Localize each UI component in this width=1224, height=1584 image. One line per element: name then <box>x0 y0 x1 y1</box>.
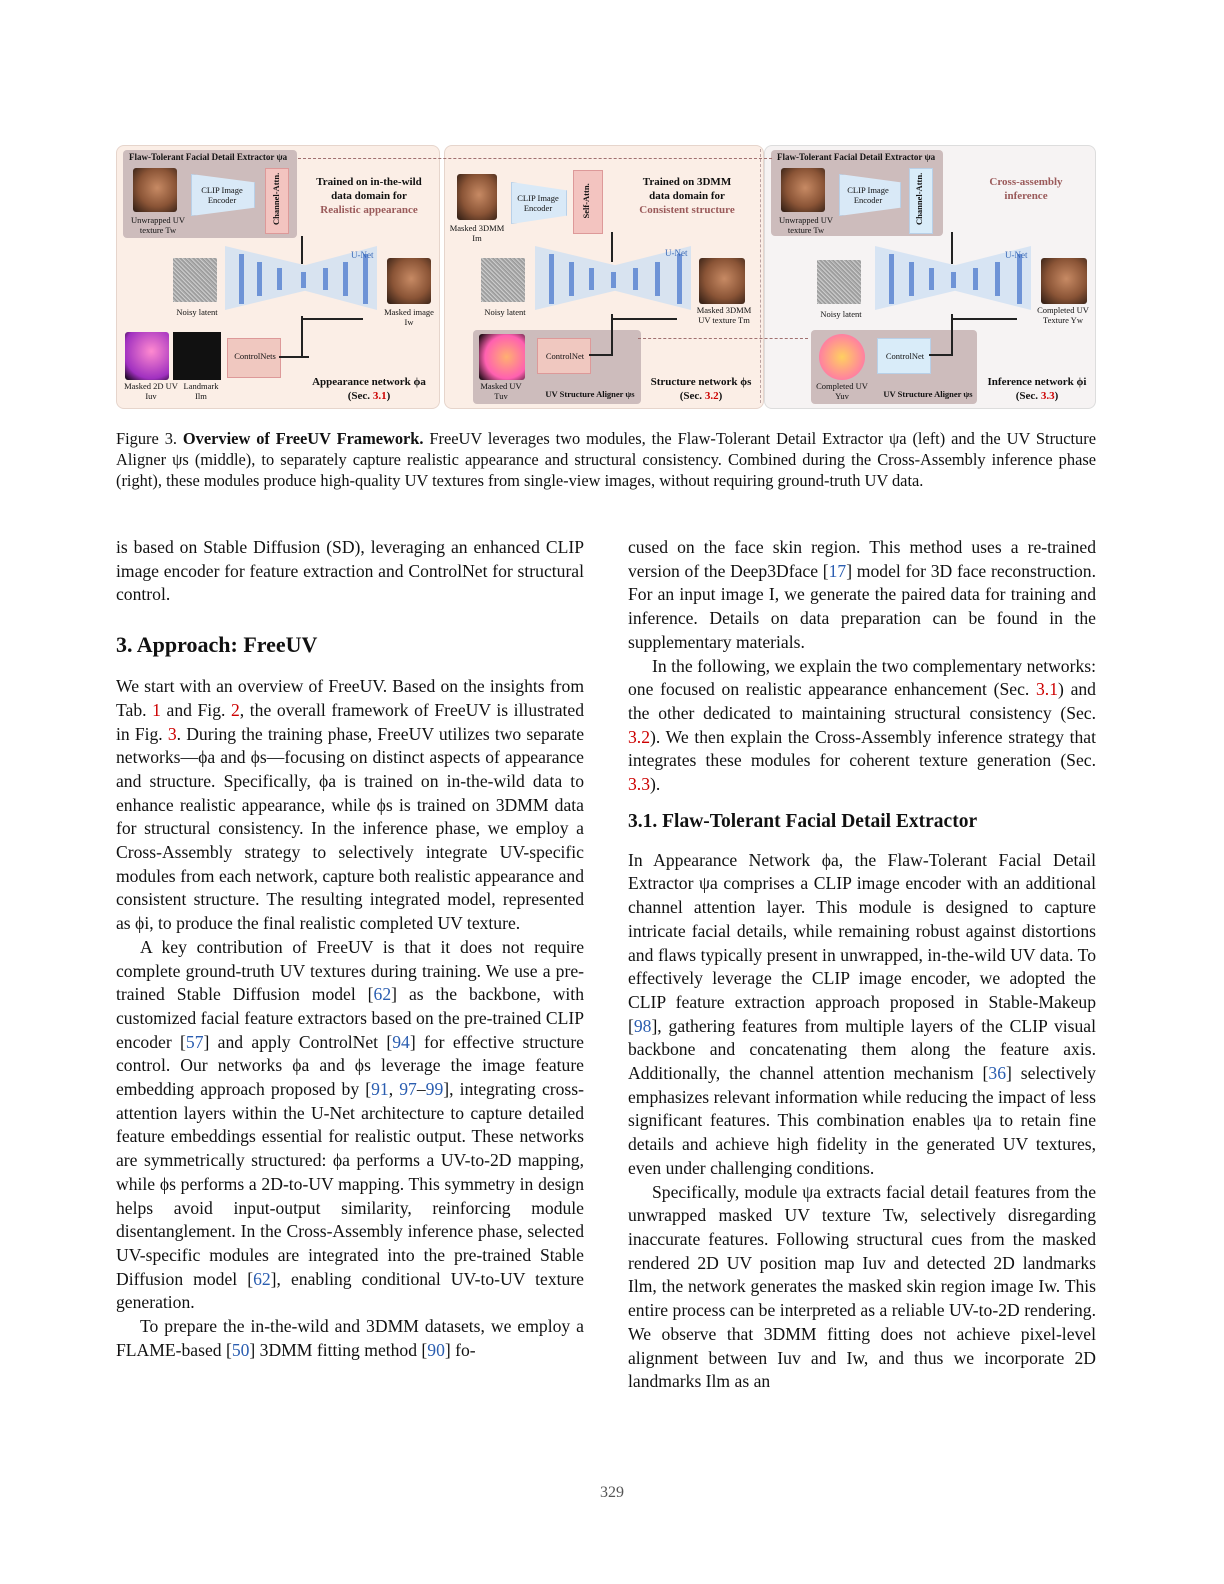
unet-layer <box>257 262 262 296</box>
completed-label: Completed UV Texture Yw <box>1037 305 1089 325</box>
connector <box>611 318 677 320</box>
unet-layer <box>677 254 682 304</box>
paragraph: We start with an overview of FreeUV. Based on the insights from Tab. 1 and Fig. 2, the overall framework of FreeUV is illustrated in Fig. 3. During the training phase, FreeUV utilizes two separate networks—ϕa and ϕs—focusing on distinct aspects of appearance and structure. Specifically, ϕa is trained on in-the-wild data to enhance realistic appearance, while ϕs is trained on 3DMM data for structural consistency. In the inference phase, we employ a Cross-Assembly strategy to selectively integrate UV-specific modules from each network, capture both realistic appearance and consistent structure. The resulting integrated model, represented as ϕi, to produce the final realistic completed UV texture. <box>116 676 585 934</box>
trained-line3: Realistic appearance <box>320 204 418 216</box>
unet-layer <box>239 254 244 304</box>
unet-layer <box>569 262 574 296</box>
unet-layer <box>611 272 616 288</box>
connector <box>279 356 309 358</box>
paragraph: In the following, we explain the two complementary networks: one focused on realistic appearance enhancement (Sec. 3.1) and the other dedicated to maintaining structural consistency (Sec. 3.2). We then explain the Cross-Assembly inference strategy that integrates these modules for coherent texture generation (Sec. 3.3). <box>628 655 1096 795</box>
masked2d-label: Masked 2D UV Iuv <box>124 381 178 401</box>
controlnet-label: ControlNet <box>545 351 585 361</box>
masked3dmm-label: Masked 3DMM Im <box>449 223 505 243</box>
masked-3dmm-uv-image <box>699 258 745 304</box>
framework-figure <box>116 145 1096 410</box>
noisy-label: Noisy latent <box>820 309 862 319</box>
sec-label: (Sec. 3.3) <box>1015 390 1059 402</box>
masked-image <box>387 258 431 304</box>
citation[interactable]: 36 <box>988 1063 1006 1084</box>
unwrapped-face-image <box>133 168 177 212</box>
unet-layer <box>549 254 554 304</box>
network-label: Appearance network ϕa <box>312 376 426 388</box>
connector <box>301 236 303 264</box>
connector <box>611 232 613 262</box>
citation[interactable]: 62 <box>253 1268 271 1289</box>
page-number: 329 <box>600 1484 624 1501</box>
completed-texture-image <box>1041 258 1087 304</box>
masked-3dmm-image <box>457 174 497 220</box>
structure-panel <box>444 145 764 409</box>
trained-line3: Consistent structure <box>639 204 735 216</box>
citation[interactable]: 90 <box>427 1339 445 1360</box>
unet-layer <box>1017 254 1022 304</box>
connector <box>951 318 1017 320</box>
unet-layer <box>889 254 894 304</box>
section-ref[interactable]: 3.3 <box>628 774 650 795</box>
cross-line2: inference <box>1004 190 1048 202</box>
panel-divider <box>760 149 761 403</box>
table-ref[interactable]: 1 <box>152 699 161 720</box>
network-label: Inference network ϕi <box>987 376 1087 388</box>
trained-line2: data domain for <box>649 190 725 202</box>
noisy-latent-image <box>481 258 525 302</box>
paragraph: cused on the face skin region. This method uses a re-trained version of the Deep3Dface [17] model for 3D face reconstruction. For an input image I, we generate the paired data for training and inference. Details on data preparation can be found in the supplementary materials. <box>628 537 1096 652</box>
paragraph: Specifically, module ψa extracts facial detail features from the unwrapped masked UV texture Tw, selectively disregarding inaccurate features. Following structural cues from the masked rendered 2D UV position map Iuv and detected 2D landmarks Ilm, the network generates the masked skin region image Iw. This entire process can be interpreted as a reliable UV-to-2D rendering. We observe that 3DMM fitting does not achieve pixel-level alignment between Iuv and Iw, and thus we incorporate 2D landmarks Ilm as an <box>628 1181 1096 1392</box>
unet-layer <box>589 268 594 290</box>
trained-line2: data domain for <box>331 190 407 202</box>
unet-layer <box>343 262 348 296</box>
unwrapped-face-image <box>781 168 825 212</box>
extractor-title: Flaw-Tolerant Facial Detail Extractor ψa <box>777 152 936 162</box>
channel-attn-label: Channel-Attn. <box>271 172 282 225</box>
noisy-latent-image <box>817 260 861 304</box>
caption-label: Figure 3. <box>116 429 183 448</box>
citation[interactable]: 50 <box>231 1339 250 1360</box>
aligner-transfer-arrow <box>638 338 808 339</box>
controlnets-label: ControlNets <box>234 351 276 361</box>
unet-encoder <box>535 246 615 310</box>
section-ref[interactable]: 3.2 <box>628 726 650 747</box>
inference-panel <box>764 145 1096 409</box>
unet-layer <box>929 268 934 290</box>
citation[interactable]: 62 <box>373 984 392 1005</box>
unet-layer <box>909 262 914 296</box>
right-column <box>628 536 1096 1394</box>
subsection-heading: 3.1. Flaw-Tolerant Facial Detail Extractor <box>628 810 978 832</box>
citation[interactable]: 57 <box>185 1031 204 1052</box>
unwrapped-label: Unwrapped UV texture Tw <box>778 215 834 235</box>
unet-label: U-Net <box>351 250 374 260</box>
landmark-label: Landmark Ilm <box>183 381 219 401</box>
masked3dmm-uv-label: Masked 3DMM UV texture Tm <box>696 305 752 325</box>
citation[interactable]: 99 <box>425 1079 444 1100</box>
unet-encoder <box>225 246 305 310</box>
landmark-image <box>173 332 221 380</box>
connector <box>589 354 613 356</box>
unet-layer <box>655 262 660 296</box>
unet-layer <box>323 268 328 290</box>
figure-ref[interactable]: 3 <box>167 723 177 744</box>
cross-line1: Cross-assembly <box>989 176 1063 188</box>
unet-layer <box>363 254 368 304</box>
caption-text: FreeUV leverages two modules, the Flaw-Tolerant Detail Extractor ψa (left) and the UV Structure Aligner ψs (middle), to separately capture realistic appearance and structural consistency. Combined during the Cross-Assembly inference phase (right), these modules produce high-quality UV textures from single-view images, without requiring ground-truth UV data. <box>116 429 1096 490</box>
trained-line1: Trained on in-the-wild <box>316 176 422 188</box>
citation[interactable]: 94 <box>392 1031 410 1052</box>
completed-uv-label: Completed UV Yuv <box>816 381 868 401</box>
clip-label: CLIP Image Encoder <box>847 185 889 205</box>
extractor-title: Flaw-Tolerant Facial Detail Extractor ψa <box>129 152 288 162</box>
controlnet-label: ControlNet <box>885 351 925 361</box>
completed-uv-image <box>819 334 865 380</box>
noisy-latent-image <box>173 258 217 302</box>
unwrapped-label: Unwrapped UV texture Tw <box>130 215 186 235</box>
connector <box>301 316 303 356</box>
connector <box>929 354 953 356</box>
masked-uv-image <box>479 334 525 380</box>
left-column <box>116 536 584 1363</box>
trained-line1: Trained on 3DMM <box>642 176 732 188</box>
masked-2d-uv-image <box>125 332 169 380</box>
masked-uv-label: Masked UV Tuv <box>480 381 522 401</box>
figure-caption <box>116 428 1096 491</box>
aligner-label: UV Structure Aligner ψs <box>545 389 635 399</box>
unet-layer <box>301 272 306 288</box>
section-ref[interactable]: 3.1 <box>1036 679 1058 700</box>
masked-image-label: Masked image Iw <box>384 307 434 327</box>
noisy-label: Noisy latent <box>176 307 218 317</box>
unet-layer <box>951 272 956 288</box>
paragraph: is based on Stable Diffusion (SD), leveraging an enhanced CLIP image encoder for feature extraction and ControlNet for structural control. <box>116 537 584 605</box>
caption-title: Overview of FreeUV Framework. <box>182 429 424 448</box>
unet-layer <box>633 268 638 290</box>
citation[interactable]: 98 <box>633 1015 652 1036</box>
citation[interactable]: 17 <box>828 560 847 581</box>
clip-label: CLIP Image Encoder <box>517 193 559 213</box>
sec-label: (Sec. 3.1) <box>347 390 391 402</box>
unet-label: U-Net <box>1005 250 1028 260</box>
self-attn-label: Self-Attn. <box>581 183 592 219</box>
paragraph: A key contribution of FreeUV is that it does not require complete ground-truth UV textures during training. We use a pre-trained Stable Diffusion model [62] as the backbone, with customized facial feature extractors based on the pre-trained CLIP encoder [57] and apply ControlNet [94] for effective structure control. Our networks ϕa and ϕs leverage the image feature embedding approach proposed by [91, 97–99], integrating cross-attention layers within the U-Net architecture to capture detailed feature embeddings essential for realistic output. These networks are symmetrically structured: ϕa performs a UV-to-2D mapping, while ϕs performs a 2D-to-UV mapping. This symmetry in design helps avoid input-output similarity, reinforcing module disentanglement. In the Cross-Assembly inference phase, selected UV-specific modules are integrated into the pre-trained Stable Diffusion model [62], enabling conditional UV-to-UV texture generation. <box>116 936 584 1313</box>
paragraph: To prepare the in-the-wild and 3DMM datasets, we employ a FLAME-based [50] 3DMM fitting method [90] fo- <box>116 1316 584 1360</box>
connector <box>951 314 953 354</box>
unet-layer <box>973 268 978 290</box>
citation[interactable]: 97 <box>399 1079 417 1100</box>
noisy-label: Noisy latent <box>484 307 526 317</box>
extractor-transfer-arrow <box>298 158 772 159</box>
section-heading: 3. Approach: FreeUV <box>116 632 318 658</box>
unet-label: U-Net <box>665 248 688 258</box>
connector <box>951 232 953 264</box>
channel-attn-label: Channel-Attn. <box>914 172 925 225</box>
unet-encoder <box>875 246 955 310</box>
paragraph: In Appearance Network ϕa, the Flaw-Tolerant Facial Detail Extractor ψa comprises a CLIP image encoder with an additional channel attention layer. This module is designed to capture intricate facial details, while remaining robust against distortions and flaws typically present in unwrapped, in-the-wild UV data. To effectively leverage the CLIP image encoder, we adopted the CLIP feature extraction approach proposed in Stable-Makeup [98], gathering features from multiple layers of the CLIP visual backbone and concatenating them along the feature axis. Additionally, the channel attention mechanism [36] selectively emphasizes relevant information while reducing the impact of less significant features. This combination enables ψa to retain fine details and achieve high fidelity in the generated UV textures, even under challenging conditions. <box>628 849 1096 1178</box>
unet-layer <box>995 262 1000 296</box>
appearance-panel <box>116 145 440 409</box>
sec-label: (Sec. 3.2) <box>679 390 723 402</box>
clip-label: CLIP Image Encoder <box>201 185 243 205</box>
figure-ref[interactable]: 2 <box>231 699 240 720</box>
connector <box>611 314 613 354</box>
aligner-label: UV Structure Aligner ψs <box>883 389 973 399</box>
unet-layer <box>277 268 282 290</box>
network-label: Structure network ϕs <box>650 376 752 388</box>
connector <box>301 318 363 320</box>
citation[interactable]: 91 <box>371 1079 389 1100</box>
